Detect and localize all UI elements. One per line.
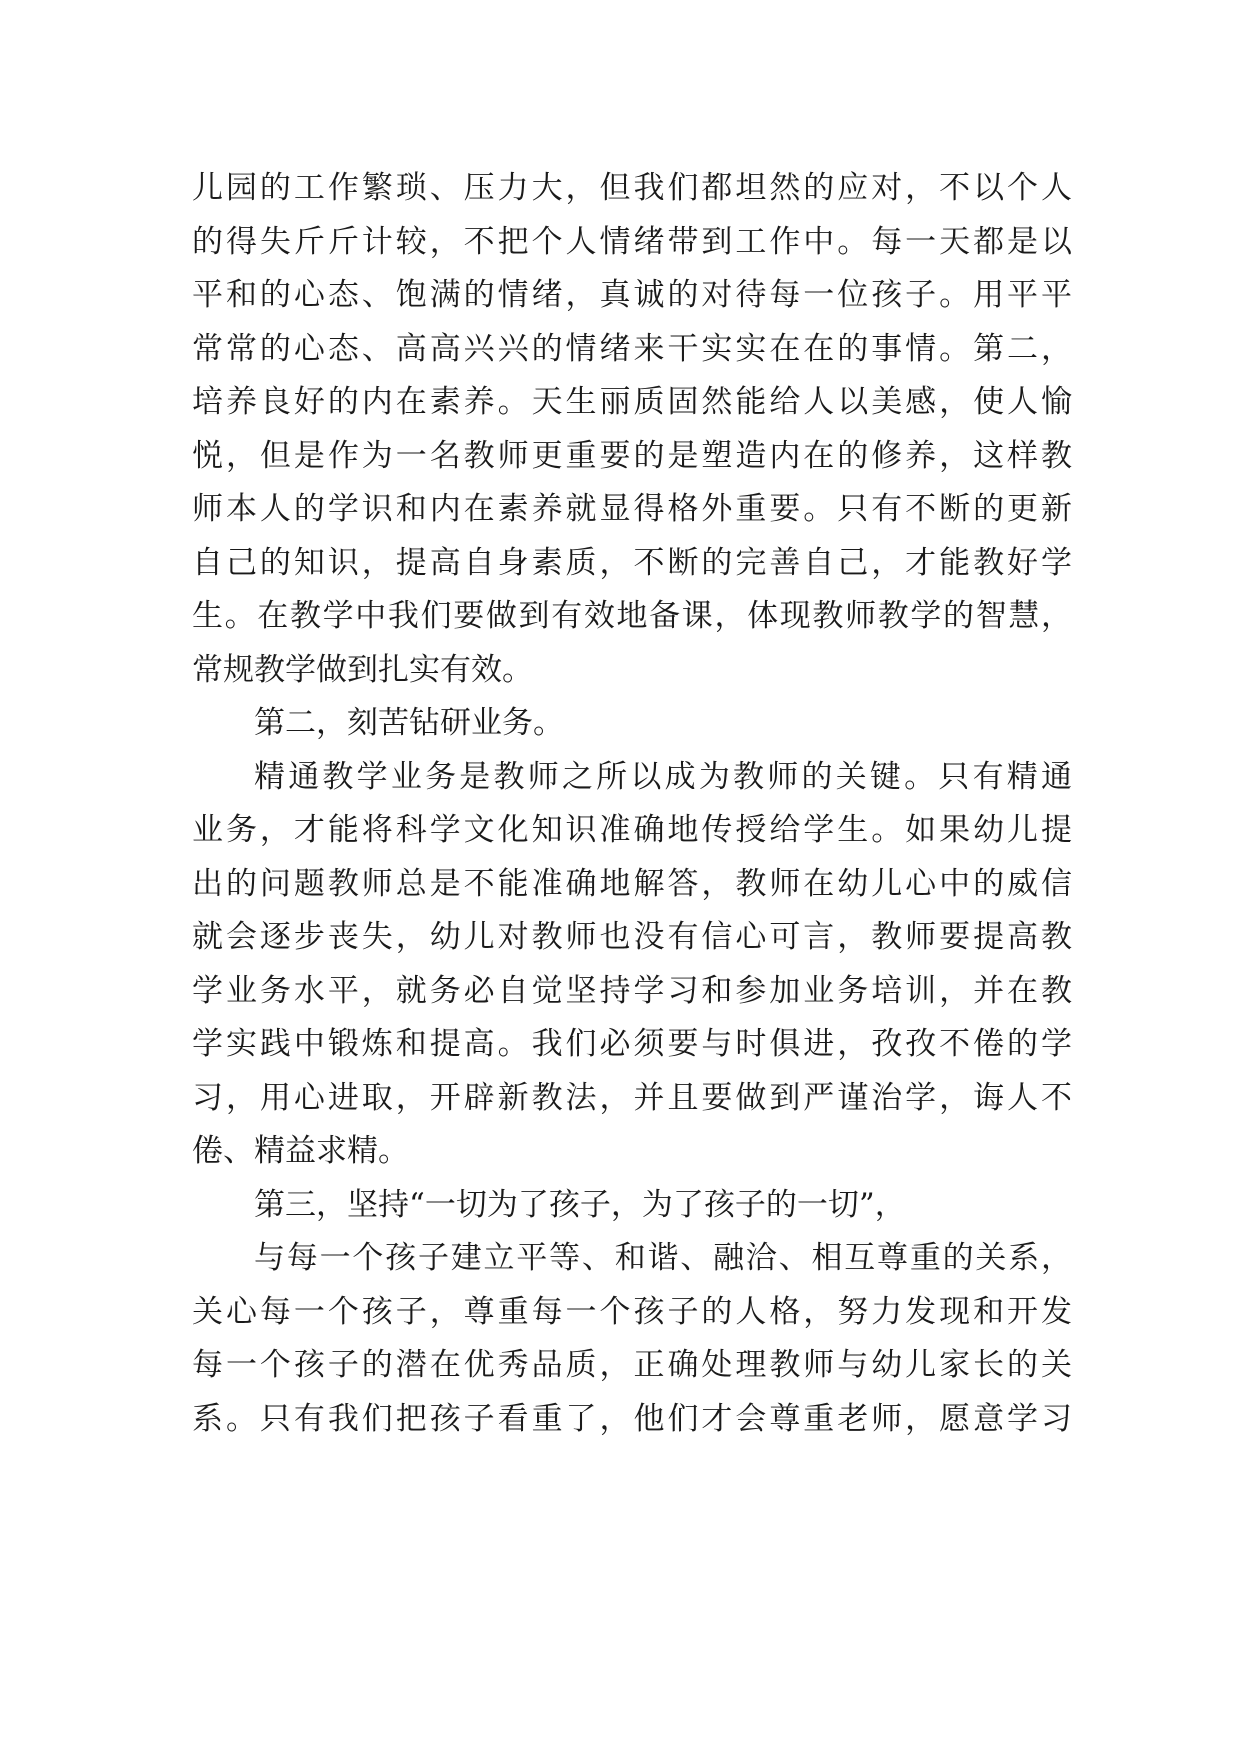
section-heading: 第三，坚持“一切为了孩子，为了孩子的一切”， <box>254 1186 906 1223</box>
text-line: 每一个孩子的潜在优秀品质，正确处理教师与幼儿家长的关 <box>192 1347 1072 1383</box>
body-text <box>192 162 1072 1446</box>
text-line: 常常的心态、高高兴兴的情绪来干实实在在的事情。第二， <box>192 330 1072 367</box>
text-line: 自己的知识，提高自身素质，不断的完善自己，才能教好学 <box>192 544 1072 581</box>
text-line: 关心每一个孩子，尊重每一个孩子的人格，努力发现和开发 <box>192 1293 1072 1330</box>
text-line: 学实践中锻炼和提高。我们必须要与时俱进，孜孜不倦的学 <box>192 1026 1072 1062</box>
text-line: 师本人的学识和内在素养就显得格外重要。只有不断的更新 <box>192 491 1072 527</box>
text-line: 出的问题教师总是不能准确地解答，教师在幼儿心中的威信 <box>192 865 1072 902</box>
section-heading: 第二，刻苦钻研业务。 <box>254 705 564 741</box>
text-line: 系。只有我们把孩子看重了，他们才会尊重老师，愿意学习 <box>192 1400 1072 1437</box>
text-line: 悦，但是作为一名教师更重要的是塑造内在的修养，这样教 <box>192 437 1072 474</box>
text-line: 儿园的工作繁琐、压力大，但我们都坦然的应对，不以个人 <box>192 170 1072 206</box>
text-line: 学业务水平，就务必自觉坚持学习和参加业务培训，并在教 <box>192 972 1072 1009</box>
text-line: 精通教学业务是教师之所以成为教师的关键。只有精通 <box>254 758 1072 795</box>
text-line: 常规教学做到扎实有效。 <box>192 651 533 688</box>
text-line: 生。在教学中我们要做到有效地备课，体现教师教学的智慧， <box>192 598 1072 634</box>
text-line: 倦、精益求精。 <box>192 1133 409 1169</box>
text-line: 业务，才能将科学文化知识准确地传授给学生。如果幼儿提 <box>192 812 1072 848</box>
text-line: 就会逐步丧失，幼儿对教师也没有信心可言，教师要提高教 <box>192 919 1072 955</box>
text-line: 与每一个孩子建立平等、和谐、融洽、相互尊重的关系， <box>254 1240 1072 1276</box>
text-line: 平和的心态、饱满的情绪，真诚的对待每一位孩子。用平平 <box>192 277 1072 313</box>
text-line: 的得失斤斤计较，不把个人情绪带到工作中。每一天都是以 <box>192 223 1072 260</box>
text-line: 习，用心进取，开辟新教法，并且要做到严谨治学，诲人不 <box>192 1079 1072 1116</box>
text-line: 培养良好的内在素养。天生丽质固然能给人以美感，使人愉 <box>192 384 1072 420</box>
